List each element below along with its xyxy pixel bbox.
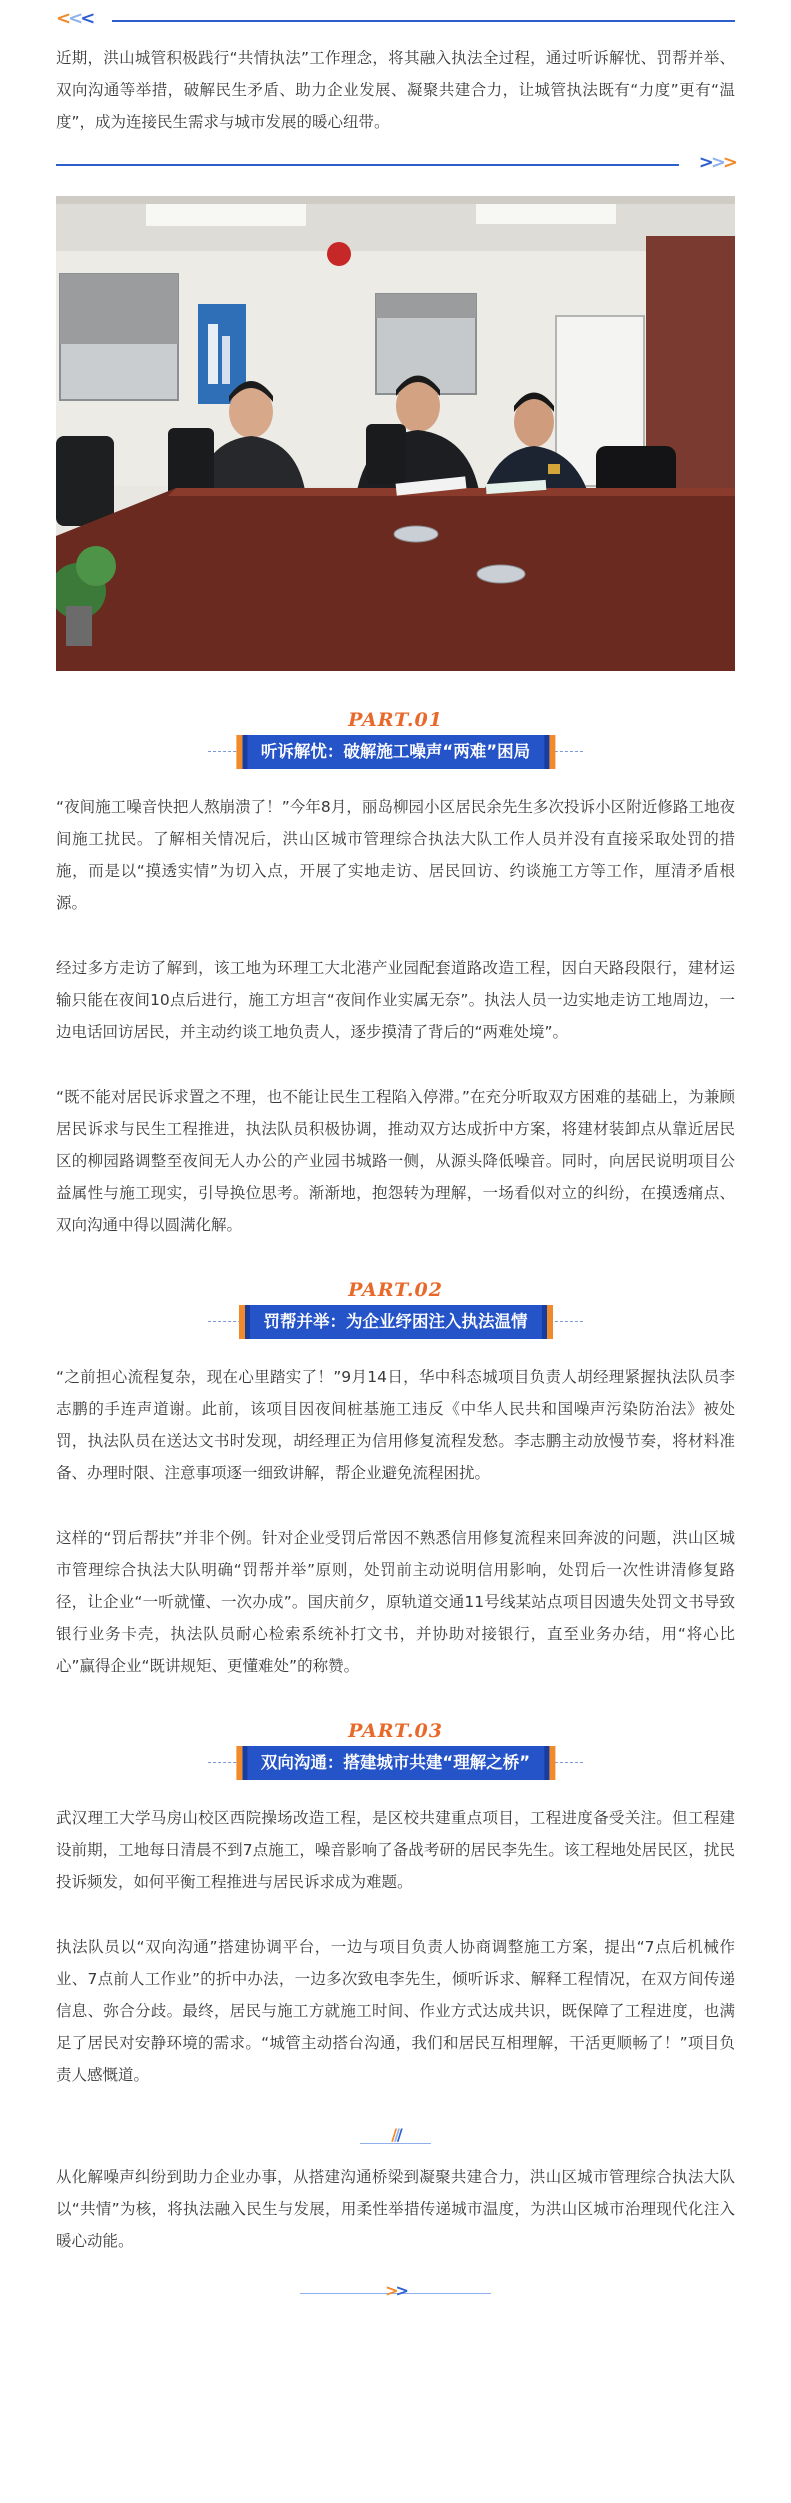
chevron-double-right-icon: >>: [385, 2281, 406, 2300]
part-title: 双向沟通：搭建城市共建“理解之桥”: [242, 1746, 549, 1780]
part-title-bar: [0, 735, 791, 769]
paragraph: “之前担心流程复杂，现在心里踏实了！”9月14日，华中科态城项目负责人胡经理紧握执法队员李志鹏的手连声道谢。此前，该项目因夜间桩基施工违反《中华人民共和国噪声污染防治法》被处罚，执法队员在送达文书时发现，胡经理正为信用修复流程发愁。李志鹏主动放慢节奏，将材料准备、办理时限、注意事项逐一细致讲解，帮企业避免流程困扰。: [56, 1368, 735, 1482]
chevron-double-right-icon: >>>: [698, 152, 735, 173]
part-number: PART.01: [348, 709, 443, 731]
intro-paragraph: 近期，洪山城管积极践行“共情执法”工作理念，将其融入执法全过程，通过听诉解忧、罚帮并举、双向沟通等举措，破解民生矛盾、助力企业发展、凝聚共建合力，让城管执法既有“力度”更有“温度”，成为连接民生需求与城市发展的暖心纽带。: [56, 49, 735, 131]
section-end-mark: [0, 2121, 791, 2161]
part-body: [0, 1361, 791, 1682]
slash-mark-icon: ///: [391, 2125, 400, 2144]
footer-divider: [0, 2279, 791, 2309]
part-body: [0, 791, 791, 1241]
part-title: 听诉解忧：破解施工噪声“两难”困局: [242, 735, 549, 769]
part-section: [0, 709, 791, 1241]
part-section: [0, 1720, 791, 2091]
part-header: [0, 709, 791, 769]
divider-line: [112, 20, 735, 22]
part-section: [0, 1279, 791, 1682]
meeting-photo: [56, 196, 735, 671]
paragraph: 执法队员以“双向沟通”搭建协调平台，一边与项目负责人协商调整施工方案，提出“7点后机械作业、7点前人工作业”的折中办法，一边多次致电李先生，倾听诉求、解释工程情况，在双方间传递信息、弥合分歧。最终，居民与施工方就施工时间、作业方式达成共识，既保障了工程进度，也满足了居民对安静环境的需求。“城管主动搭台沟通，我们和居民互相理解，干活更顺畅了！”项目负责人感慨道。: [56, 1938, 735, 2084]
part-number: PART.03: [348, 1720, 443, 1742]
paragraph: “既不能对居民诉求置之不理，也不能让民生工程陷入停滞。”在充分听取双方困难的基础上，为兼顾居民诉求与民生工程推进，执法队员积极协调，推动双方达成折中方案，将建材装卸点从靠近居民区的柳园路调整至夜间无人办公的产业园书城路一侧，从源头降低噪音。同时，向居民说明项目公益属性与施工现实，引导换位思考。渐渐地，抱怨转为理解，一场看似对立的纠纷，在摸透痛点、双向沟通中得以圆满化解。: [56, 1088, 735, 1234]
part-header: [0, 1279, 791, 1339]
part-number: PART.02: [348, 1279, 443, 1301]
part-header: [0, 1720, 791, 1780]
part-body: [0, 1802, 791, 2091]
paragraph: 这样的“罚后帮扶”并非个例。针对企业受罚后常因不熟悉信用修复流程来回奔波的问题，洪山区城市管理综合执法大队明确“罚帮并举”原则，处罚前主动说明信用影响，处罚后一次性讲清修复路径，让企业“一听就懂、一次办成”。国庆前夕，原轨道交通11号线某站点项目因遗失处罚文书导致银行业务卡壳，执法队员耐心检索系统补打文书，并协助对接银行，直至业务办结，用“将心比心”赢得企业“既讲规矩、更懂难处”的称赞。: [56, 1529, 735, 1675]
paragraph: “夜间施工噪音快把人熬崩溃了！”今年8月，丽岛柳园小区居民余先生多次投诉小区附近修路工地夜间施工扰民。了解相关情况后，洪山区城市管理综合执法大队工作人员并没有直接采取处罚的措施，而是以“摸透实情”为切入点，开展了实地走访、居民回访、约谈施工方等工作，厘清矛盾根源。: [56, 798, 735, 912]
paragraph: 武汉理工大学马房山校区西院操场改造工程，是区校共建重点项目，工程进度备受关注。但工程建设前期，工地每日清晨不到7点施工，噪音影响了备战考研的居民李先生。该工程地处居民区，扰民投诉频发，如何平衡工程推进与居民诉求成为难题。: [56, 1809, 735, 1891]
part-title-bar: [0, 1746, 791, 1780]
top-divider: [0, 0, 791, 40]
divider-line: [56, 164, 679, 166]
conclusion-paragraph: 从化解噪声纠纷到助力企业办事，从搭建沟通桥梁到凝聚共建合力，洪山区城市管理综合执法大队以“共情”为核，将执法融入民生与发展，用柔性举措传递城市温度，为洪山区城市治理现代化注入暖心动能。: [56, 2168, 735, 2250]
chevron-double-right-icon: <<<: [56, 8, 93, 29]
paragraph: 经过多方走访了解到，该工地为环理工大北港产业园配套道路改造工程，因白天路段限行，建材运输只能在夜间10点后进行，施工方坦言“夜间作业实属无奈”。执法人员一边实地走访工地周边，一边电话回访居民，并主动约谈工地负责人，逐步摸清了背后的“两难处境”。: [56, 959, 735, 1041]
part-title: 罚帮并举：为企业纾困注入执法温情: [245, 1305, 547, 1339]
intro-divider: [0, 144, 791, 188]
part-title-bar: [0, 1305, 791, 1339]
